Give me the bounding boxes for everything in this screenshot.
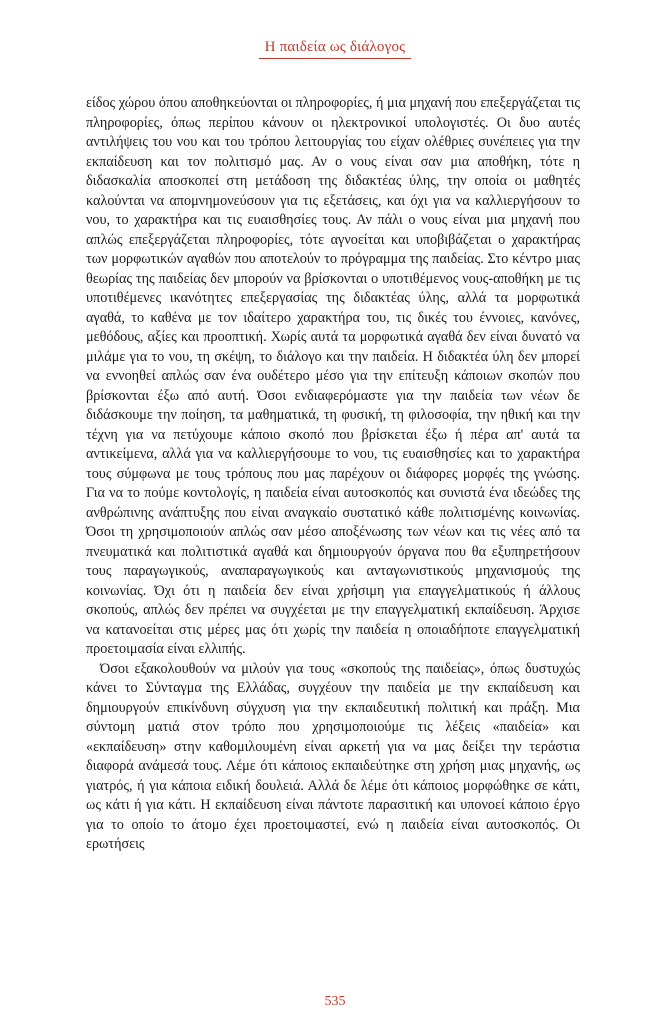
running-header	[0, 38, 670, 59]
paragraph-1: είδος χώρου όπου αποθηκεύονται οι πληροφορίες, ή μια μηχανή που επεξεργάζεται τις πληροφορίες, όπως περίπου κάνουν οι ηλεκτρονικοί υπολογιστές. Οι δυο αυτές αντιλήψεις του νου και του τρόπου λειτουργίας του είχαν ολέθριες συνέπειες για την εκπαίδευση και τον πολιτισμό μας. Αν ο νους είναι σαν μια αποθήκη, τότε η διδασκαλία αποσκοπεί στη μετάδοση της διδακτέας ύλης, την οποία οι μαθητές καλούνται να απομνημονεύσουν για τις εξετάσεις, και όχι για να καλλιεργήσουν το νου, το χαρακτήρα και τις ευαισθησίες τους. Αν πάλι ο νους είναι μια μηχανή που απλώς επεξεργάζεται πληροφορίες, τότε αγνοείται και υποβιβάζεται ο χαρακτήρας των μορφωτικών αγαθών που αποτελούν το πρόγραμμα της παιδείας. Στο κέντρο μιας θεωρίας της παιδείας δεν μπορούν να βρίσκονται ο υποτιθέμενος νους-αποθήκη με τις υποτιθέμενες ικανότητες επεξεργασίας της διδακτέας ύλης, αλλά τα μορφωτικά αγαθά, το καθένα με τον ιδαίτερο χαρακτήρα του, τις δικές του έννοιες, κανόνες, μεθόδους, αξίες και προοπτική. Χωρίς αυτά τα μορφωτικά αγαθά δεν είναι δυνατό να μιλάμε για το νου, τη σκέψη, το διάλογο και την παιδεία. Η διδακτέα ύλη δεν μπορεί να εννοηθεί απλώς σαν ένα ουδέτερο μέσο για την επίτευξη κάποιων σκοπών που βρίσκονται έξω από αυτή. Όσοι ενδιαφερόμαστε για την παιδεία των νέων δε διδάσκουμε την ποίηση, τα μαθηματικά, τη φυσική, τη φιλοσοφία, την ηθική και την τέχνη για να πετύχουμε κάποιο σκοπό που βρίσκεται έξω ή πέρα απ' αυτά τα αντικείμενα, αλλά για να καλλιεργήσουμε το νου, τις ευαισθησίες και το χαρακτήρα τους σύμφωνα με τους τρόπους που μας παρέχουν οι διάφορες μορφές της γνώσης. Για να το πούμε κοντολογίς, η παιδεία είναι αυτοσκοπός και συνιστά ένα ιδεώδες της ανθρώπινης ανάπτυξης που είναι αναγκαίο συστατικό κάθε πολιτισμένης κοινωνίας. Όσοι τη χρησιμοποιούν απλώς σαν μέσο αποξένωσης των νέων και τις νέες από τα πνευματικά και πολιτιστικά αγαθά και δημιουργούν όργανα που θα εξυπηρετήσουν τους παραγωγικούς, αναπαραγωγικούς και ανταγωνιστικούς μηχανισμούς της κοινωνίας. Όχι ότι η παιδεία δεν είναι χρήσιμη για επαγγελματικούς ή άλλους σκοπούς, απλώς δεν πρέπει να συγχέεται με την επαγγελματική εκπαίδευση. Άρχισε να κατανοείται στις μέρες μας ότι χωρίς την παιδεία η οποιαδήποτε επαγγελματική προετοιμασία είναι ελλιπής.	[86, 95, 580, 657]
body-text	[86, 94, 580, 855]
paragraph-2: Όσοι εξακολουθούν να μιλούν για τους «σκοπούς της παιδείας», όπως δυστυχώς κάνει το Σύνταγμα της Ελλάδας, συγχέουν την παιδεία με την εκπαίδευση και δημιουργούν επικίνδυνη σύγχυση για την εκπαιδευτική πολιτική και πράξη. Μια σύντομη ματιά στον τρόπο που χρησιμοποιούμε τις λέξεις «παιδεία» και «εκπαίδευση» στην καθομιλουμένη είναι αρκετή για να μας δείξει την τεράστια διαφορά ανάμεσά τους. Λέμε ότι κάποιος εκπαιδεύτηκε στη χρήση μιας μηχανής, ως γιατρός, ή για κάποια ειδική δουλειά. Αλλά δε λέμε ότι κάποιος μορφώθηκε σε κάτι, ως κάτι ή για κάτι. Η εκπαίδευση είναι πάντοτε παρασιτική και υπονοεί κάποιο έργο για το οποίο το άτομο έχει προετοιμαστεί, ενώ η παιδεία είναι αυτοσκοπός. Οι ερωτήσεις	[86, 660, 580, 852]
header-title: Η παιδεία ως διάλογος	[259, 39, 412, 59]
page-number: 535	[324, 994, 346, 1009]
